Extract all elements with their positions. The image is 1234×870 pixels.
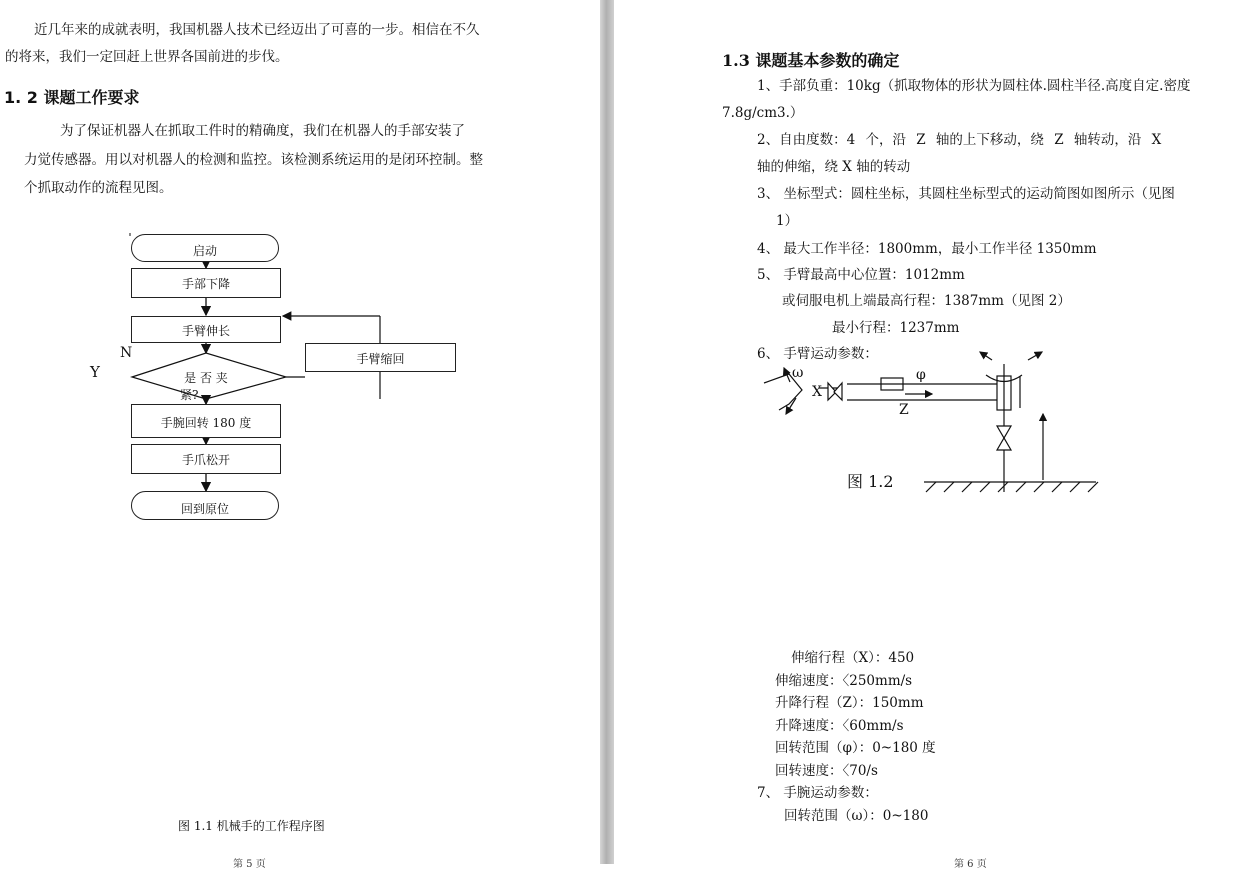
flow-end-label: 回到原位 xyxy=(180,502,229,516)
flow-branch-no-label: N xyxy=(120,345,133,361)
flow-branch-yes-label: Y xyxy=(90,363,100,381)
param-item-5-sub: 或伺服电机上端最高行程：1387mm（见图 2） xyxy=(782,293,1071,309)
param-item-6: 6、 手臂运动参数： xyxy=(757,346,878,362)
arm-param: 回转范围（φ）：0~180 度 xyxy=(775,740,936,756)
flow-step-label: 手部下降 xyxy=(181,277,230,291)
paragraph-line: 的将来，我们一定回赶上世界各国前进的步伐。 xyxy=(5,49,289,65)
flow-end-terminal xyxy=(131,491,279,520)
arm-param: 升降速度：〈60mm/s xyxy=(775,718,904,734)
page-number: 第 6 页 xyxy=(954,859,987,870)
flow-step-arm-retract xyxy=(305,343,456,372)
page-gutter xyxy=(600,0,614,864)
paragraph-line: 力觉传感器。用以对机器人的检测和监控。该检测系统运用的是闭环控制。整 xyxy=(24,152,483,168)
paragraph-line: 个抓取动作的流程见图。 xyxy=(24,180,173,196)
section-heading-1-2: 1. 2 课题工作要求 xyxy=(4,88,140,107)
flow-step-wrist-rotate xyxy=(131,404,281,438)
flow-step-arm-extend xyxy=(131,316,281,343)
paragraph-line: 为了保证机器人在抓取工件时的精确度，我们在机器人的手部安装了 xyxy=(60,123,465,139)
param-item-5: 5、 手臂最高中心位置：1012mm xyxy=(757,267,965,283)
param-item-4: 4、 最大工作半径：1800mm，最小工作半径 1350mm xyxy=(757,241,1097,257)
flow-step-claw-release xyxy=(131,444,281,474)
param-item-1-cont: 7.8g/cm3.） xyxy=(722,105,804,121)
flow-step-hand-down xyxy=(131,268,281,298)
document-page-5 xyxy=(0,0,600,870)
flow-step-label: 手臂缩回 xyxy=(356,352,405,366)
flow-decision-label-2: 紧? xyxy=(180,388,199,402)
phi-label: φ xyxy=(916,367,926,383)
figure-caption: 图 1.2 xyxy=(847,472,894,491)
section-heading-1-3: 1.3 课题基本参数的确定 xyxy=(722,51,900,70)
flowchart-connectors xyxy=(0,0,600,864)
param-item-3: 3、 坐标型式：圆柱坐标，其圆柱坐标型式的运动简图如图所示（见图 xyxy=(757,186,1175,202)
flow-step-label: 手臂伸长 xyxy=(181,324,230,338)
figure-caption: 图 1.1 机械手的工作程序图 xyxy=(178,819,325,833)
flow-step-label: 手腕回转 180 度 xyxy=(160,416,252,430)
document-page-6 xyxy=(614,0,1234,870)
page-number: 第 5 页 xyxy=(233,859,266,870)
param-item-7: 7、 手腕运动参数： xyxy=(757,785,878,801)
param-item-1: 1、手部负重：10kg（抓取物体的形状为圆柱体.圆柱半径.高度自定.密度 xyxy=(757,78,1191,94)
param-item-2-cont: 轴的伸缩，绕 X 轴的转动 xyxy=(757,159,911,175)
flow-decision-label: 是 否 夹 xyxy=(184,371,228,385)
param-item-5-sub: 最小行程：1237mm xyxy=(832,320,960,336)
flow-step-label: 手爪松开 xyxy=(181,453,230,467)
arm-param: 回转速度：〈70/s xyxy=(775,763,878,779)
flow-start-label: 启动 xyxy=(192,244,217,258)
omega-label: ω xyxy=(792,365,804,381)
arm-param: 伸缩速度：〈250mm/s xyxy=(775,673,913,689)
paragraph-line: 近几年来的成就表明，我国机器人技术已经迈出了可喜的一步。相信在不久 xyxy=(34,22,480,38)
z-axis-label: Z xyxy=(899,402,909,418)
flow-start-terminal xyxy=(131,234,279,262)
param-item-7-sub: 回转范围（ω）：0~180 xyxy=(784,808,929,824)
arm-param: 伸缩行程（X）：450 xyxy=(791,650,915,666)
param-item-2: 2、自由度数：4 个，沿 Z 轴的上下移动，绕 Z 轴转动，沿 X xyxy=(757,132,1162,148)
x-axis-label: X xyxy=(812,384,822,400)
param-item-3-cont: 1） xyxy=(776,213,799,229)
arm-param: 升降行程（Z）：150mm xyxy=(775,695,924,711)
kinematic-sketch xyxy=(614,0,1234,864)
